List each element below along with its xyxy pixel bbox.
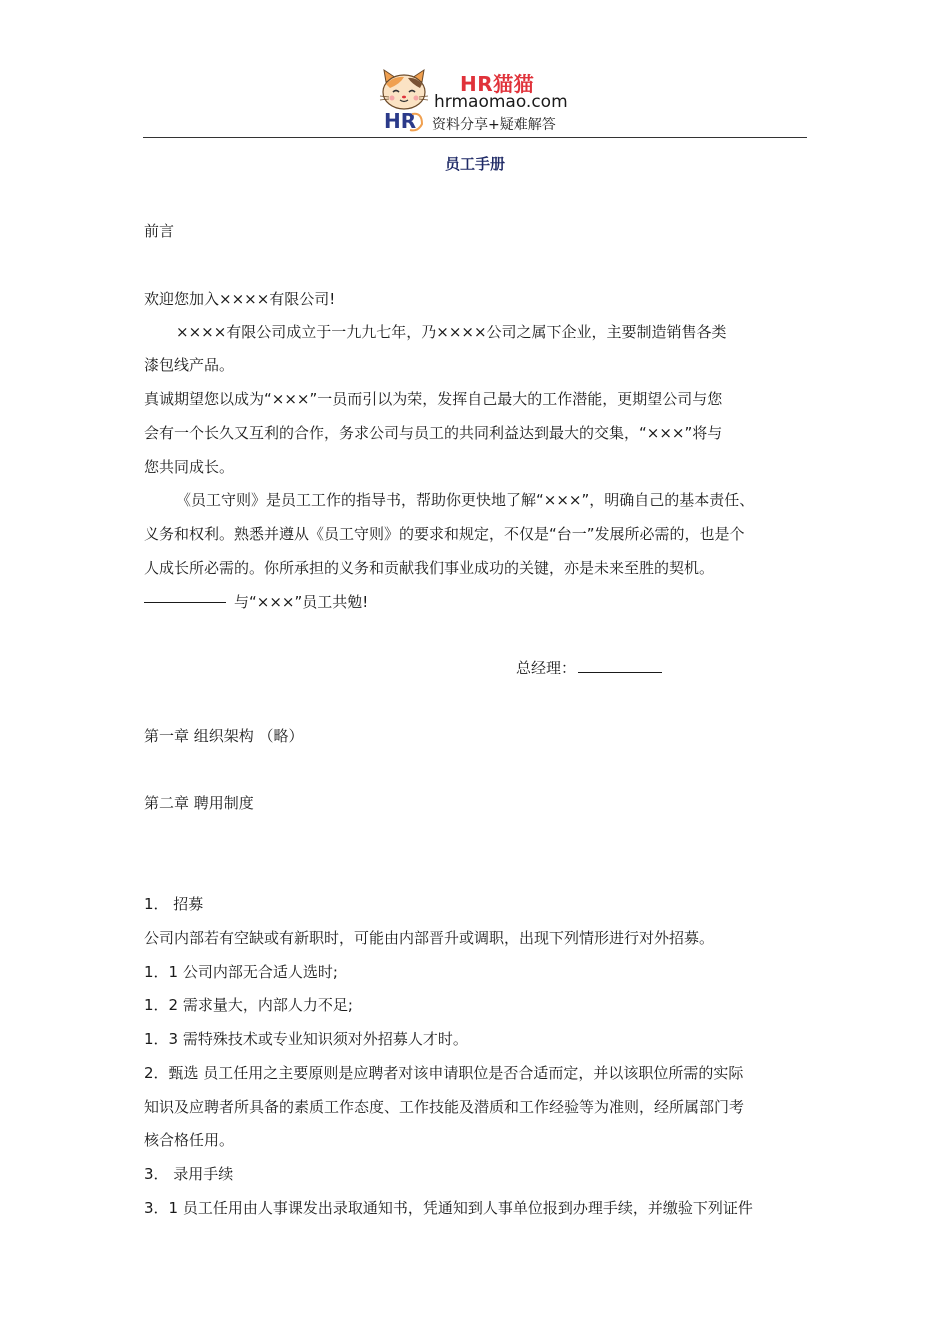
paragraph-line: 2．甄选 员工任用之主要原则是应聘者对该申请职位是否合适而定，并以该职位所需的实际 <box>144 1064 744 1082</box>
brand-tagline: 资料分享+疑难解答 <box>432 117 556 133</box>
section-heading: 3． 录用手续 <box>144 1165 234 1183</box>
list-item: 1．1 公司内部无合适人选时; <box>144 963 338 981</box>
list-item: 1．2 需求量大，内部人力不足; <box>144 996 353 1014</box>
list-item: 1．3 需特殊技术或专业知识须对外招募人才时。 <box>144 1030 468 1048</box>
paragraph-line: 您共同成长。 <box>144 458 235 476</box>
document-title: 员工手册 <box>444 155 505 173</box>
preface-heading: 前言 <box>144 222 175 240</box>
paragraph-line: 3．1 员工任用由人事课发出录取通知书，凭通知到人事单位报到办理手续，并缴验下列证件 <box>144 1199 753 1217</box>
paragraph-line: 公司内部若有空缺或有新职时，可能由内部晋升或调职，出现下列情形进行对外招募。 <box>144 929 715 947</box>
svg-text:HR: HR <box>384 109 417 133</box>
chapter-heading: 第一章 组织架构 （略） <box>144 727 304 745</box>
paragraph-line: 漆包线产品。 <box>144 356 235 374</box>
welcome-line: 欢迎您加入××××有限公司! <box>144 290 336 308</box>
paragraph-line: 《员工守则》是员工工作的指导书，帮助你更快地了解“×××”，明确自己的基本责任、 <box>176 491 755 509</box>
closing-text: 与“×××”员工共勉! <box>234 593 369 611</box>
chapter-heading: 第二章 聘用制度 <box>144 794 254 812</box>
hrmaomao-logo[interactable] <box>372 66 602 136</box>
paragraph-line: 人成长所必需的。你所承担的义务和贡献我们事业成功的关键，亦是未来至胜的契机。 <box>144 559 715 577</box>
closing-dash <box>144 602 226 603</box>
signature-blank[interactable] <box>578 658 662 673</box>
signature-label: 总经理： <box>516 659 577 677</box>
paragraph-line: 会有一个长久又互利的合作，务求公司与员工的共同利益达到最大的交集，“×××”将与 <box>144 424 723 442</box>
closing-line <box>144 592 368 612</box>
header-divider <box>143 137 807 138</box>
paragraph-line: 核合格任用。 <box>144 1131 235 1149</box>
paragraph-line: 义务和权利。熟悉并遵从《员工守则》的要求和规定，不仅是“台一”发展所必需的，也是个 <box>144 525 745 543</box>
paragraph-line: 真诚期望您以成为“×××”一员而引以为荣，发挥自己最大的工作潜能，更期望公司与您 <box>144 390 723 408</box>
paragraph-line: 知识及应聘者所具备的素质工作态度、工作技能及潜质和工作经验等为准则，经所属部门考 <box>144 1098 745 1116</box>
brand-title: HR猫猫 <box>460 72 535 96</box>
signature-line <box>516 658 662 678</box>
section-heading: 1． 招募 <box>144 895 204 913</box>
paragraph-line: ××××有限公司成立于一九九七年，乃××××公司之属下企业，主要制造销售各类 <box>176 323 727 341</box>
hr-badge-icon <box>382 106 426 134</box>
brand-domain-link[interactable]: hrmaomao.com <box>434 92 568 112</box>
